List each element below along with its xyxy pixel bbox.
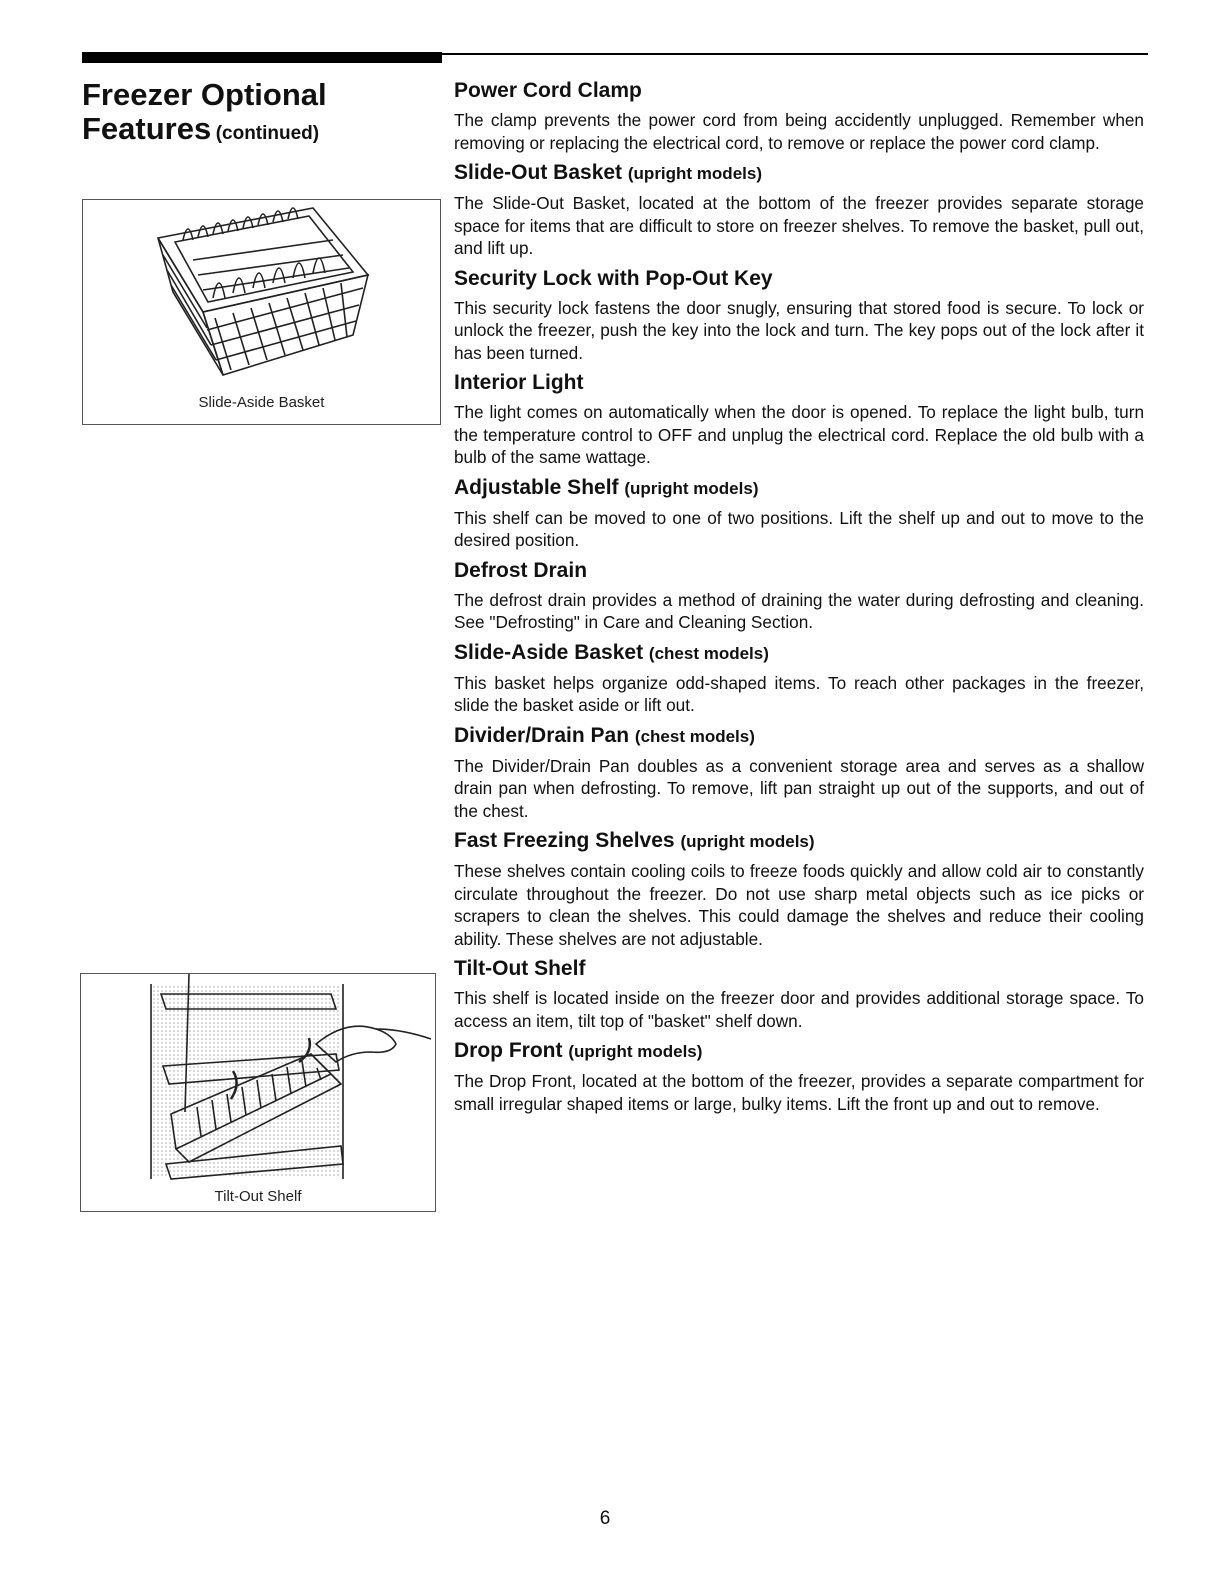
- section-heading: Divider/Drain Pan (chest models): [454, 723, 755, 747]
- section-heading: Drop Front (upright models): [454, 1039, 703, 1062]
- basket-illustration-icon: [83, 200, 440, 390]
- section-body: The Slide-Out Basket, located at the bottom of the freezer provides separate storage space for items that are difficult to store on freezer shelves. To remove the basket, pull out, and lift up.: [454, 193, 1144, 258]
- section-heading: Slide-Out Basket (upright models): [454, 161, 762, 184]
- section-slide-aside-basket: [454, 640, 1144, 717]
- figure-caption: Tilt-Out Shelf: [214, 1188, 302, 1205]
- section-body: The defrost drain provides a method of draining the water during defrosting and cleaning. See "Defrosting" in Care and Cleaning Section.: [454, 589, 1144, 632]
- figure-slide-aside-basket: [82, 199, 441, 425]
- figure-caption: Slide-Aside Basket: [198, 394, 325, 411]
- section-body: This basket helps organize odd-shaped items. To reach other packages in the freezer, slide the basket aside or lift out.: [454, 672, 1144, 715]
- header-rule-thin: [442, 53, 1148, 55]
- title-line2: Features: [82, 111, 212, 146]
- tilt-out-shelf-illustration-icon: [81, 974, 435, 1184]
- section-tilt-out-shelf: [454, 956, 1144, 1032]
- section-heading: Defrost Drain: [454, 558, 588, 582]
- section-power-cord-clamp: [454, 78, 1144, 154]
- section-slide-out-basket: [454, 160, 1144, 260]
- section-heading: Security Lock with Pop-Out Key: [454, 266, 773, 290]
- figure-tilt-out-shelf: [80, 973, 436, 1212]
- section-body: This security lock fastens the door snugly, ensuring that stored food is secure. To lock or unlock the freezer, push the key into the lock and turn. The key pops out of the lock after it has been turned.: [454, 297, 1144, 363]
- section-heading: Fast Freezing Shelves (upright models): [454, 829, 815, 852]
- section-defrost-drain: [454, 558, 1144, 634]
- section-body: The light comes on automatically when the door is opened. To replace the light bulb, turn the temperature control to OFF and unplug the electrical cord. Replace the old bulb with a bulb of the same wattage.: [454, 402, 1144, 467]
- section-body: This shelf is located inside on the freezer door and provides additional storage space. To access an item, tilt top of "basket" shelf down.: [454, 988, 1144, 1031]
- section-drop-front: [454, 1038, 1144, 1115]
- section-body: The Drop Front, located at the bottom of the freezer, provides a separate compartment for small irregular shaped items or large, bulky items. Lift the front up and out to remove.: [454, 1071, 1144, 1114]
- section-heading: Slide-Aside Basket (chest models): [454, 640, 769, 664]
- section-heading: Adjustable Shelf (upright models): [454, 475, 759, 499]
- section-divider-drain-pan: [454, 723, 1144, 823]
- title-suffix: (continued): [215, 123, 320, 144]
- section-heading: Interior Light: [454, 371, 584, 394]
- section-heading: Power Cord Clamp: [454, 79, 642, 102]
- section-body: The clamp prevents the power cord from being accidently unplugged. Remember when removing or replacing the electrical cord, to remove or replace the power cord clamp.: [454, 110, 1144, 153]
- title-line1: Freezer Optional: [82, 77, 327, 112]
- header-rule-thick: [82, 52, 442, 63]
- section-interior-light: [454, 370, 1144, 469]
- section-body: This shelf can be moved to one of two positions. Lift the shelf up and out to move to the desired position.: [454, 507, 1144, 550]
- page-number: 6: [599, 1508, 611, 1529]
- section-adjustable-shelf: [454, 475, 1144, 552]
- section-security-lock: [454, 266, 1144, 365]
- features-content: [454, 78, 1144, 1121]
- page-title: [82, 78, 422, 152]
- section-body: The Divider/Drain Pan doubles as a convenient storage area and serves as a shallow drain pan when defrosting. To remove, lift pan straight up out of the supports, and out of the chest.: [454, 755, 1144, 821]
- section-fast-freezing-shelves: [454, 828, 1144, 950]
- section-heading: Tilt-Out Shelf: [454, 957, 586, 980]
- section-body: These shelves contain cooling coils to freeze foods quickly and allow cold air to constantly circulate throughout the freezer. Do not use sharp metal objects such as ice picks or scrapers to clean the shelves. This could damage the shelves and reduce their cooling ability. These shelves are not adjustable.: [454, 861, 1144, 949]
